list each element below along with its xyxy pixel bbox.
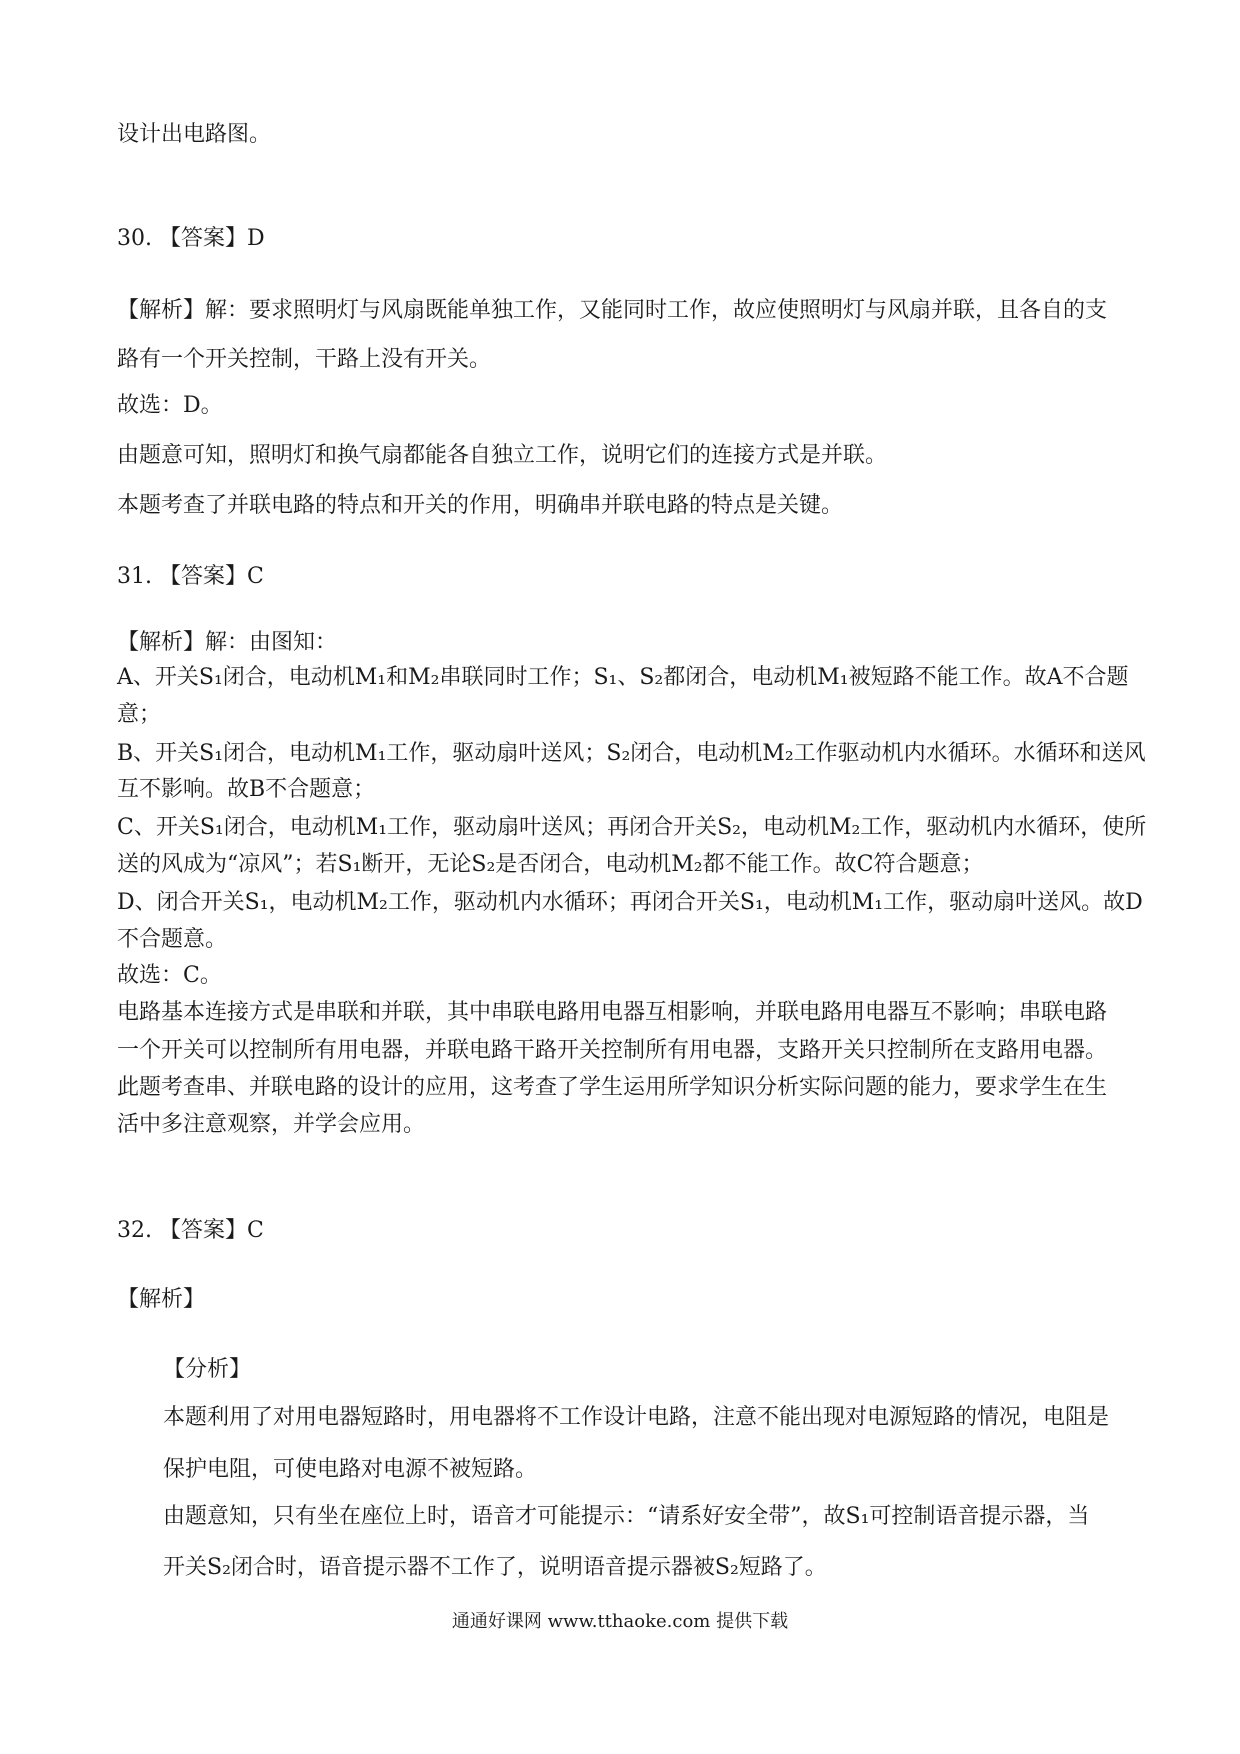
text-line: 本题考查了并联电路的特点和开关的作用，明确串并联电路的特点是关键。 [117, 493, 844, 518]
text-line: C、开关S₁闭合，电动机M₁工作，驱动扇叶送风；再闭合开关S₂，电动机M₂工作，驱动机内水循环，使所 [117, 815, 1147, 840]
text-line: D、闭合开关S₁，电动机M₂工作，驱动机内水循环；再闭合开关S₁，电动机M₁工作，驱动扇叶送风。故D [117, 890, 1143, 915]
text-line: 故选：D。 [117, 393, 223, 418]
text-line: B、开关S₁闭合，电动机M₁工作，驱动扇叶送风；S₂闭合，电动机M₂工作驱动机内水循环。水循环和送风 [117, 741, 1146, 766]
answer-heading-31: 31. 【答案】C [117, 564, 264, 589]
subheading-analysis: 【分析】 [163, 1357, 252, 1382]
text-line: 不合题意。 [117, 927, 228, 952]
text-line: 电路基本连接方式是串联和并联，其中串联电路用电器互相影响，并联电路用电器互不影响；串联电路 [117, 1000, 1108, 1025]
text-line: 由题意知，只有坐在座位上时，语音才可能提示：“请系好安全带”，故S₁可控制语音提示器，当 [163, 1504, 1090, 1529]
page-footer: 通通好课网 www.tthaoke.com 提供下载 [451, 1611, 789, 1632]
text-line: 故选：C。 [117, 963, 222, 988]
text-line: 由题意可知，照明灯和换气扇都能各自独立工作，说明它们的连接方式是并联。 [117, 443, 888, 468]
answer-heading-32: 32. 【答案】C [117, 1218, 264, 1243]
text-line: 开关S₂闭合时，语音提示器不工作了，说明语音提示器被S₂短路了。 [163, 1555, 827, 1580]
text-line: 设计出电路图。 [117, 122, 272, 147]
text-line: 本题利用了对用电器短路时，用电器将不工作设计电路，注意不能出现对电源短路的情况，电阻是 [163, 1405, 1110, 1430]
text-line: 意； [117, 702, 162, 727]
text-line: 互不影响。故B不合题意； [117, 777, 376, 802]
text-line: 一个开关可以控制所有用电器，并联电路干路开关控制所有用电器，支路开关只控制所在支路用电器。 [117, 1038, 1108, 1063]
text-line: 路有一个开关控制，干路上没有开关。 [117, 347, 492, 372]
text-line: 送的风成为“凉风”；若S₁断开，无论S₂是否闭合，电动机M₂都不能工作。故C符合题意； [117, 852, 984, 877]
analysis-line: 【解析】解：要求照明灯与风扇既能单独工作，又能同时工作，故应使照明灯与风扇并联，且各自的支 [117, 298, 1108, 323]
text-line: 此题考查串、并联电路的设计的应用，这考查了学生运用所学知识分析实际问题的能力，要求学生在生 [117, 1075, 1108, 1100]
text-line: A、开关S₁闭合，电动机M₁和M₂串联同时工作；S₁、S₂都闭合，电动机M₁被短路不能工作。故A不合题 [117, 665, 1129, 690]
text-line: 保护电阻，可使电路对电源不被短路。 [163, 1457, 538, 1482]
analysis-line: 【解析】解：由图知： [117, 630, 338, 655]
answer-heading-30: 30. 【答案】D [117, 226, 265, 251]
analysis-heading: 【解析】 [117, 1287, 206, 1312]
text-line: 活中多注意观察，并学会应用。 [117, 1112, 426, 1137]
